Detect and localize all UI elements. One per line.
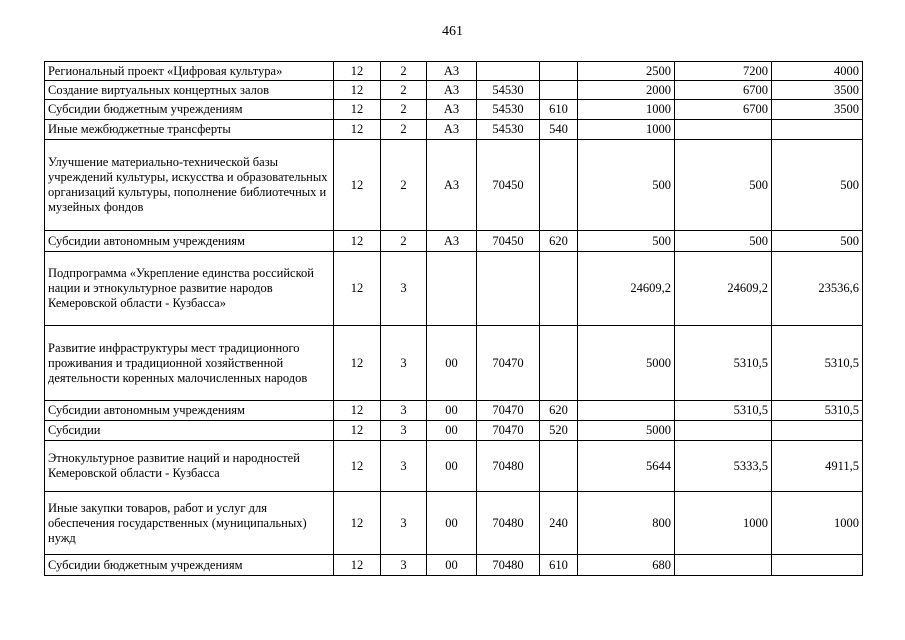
program-code: 00 — [427, 326, 477, 401]
program-code — [427, 252, 477, 326]
section-code: 12 — [334, 326, 381, 401]
amount-year-2: 500 — [675, 140, 772, 231]
expense-type-code: 620 — [540, 401, 578, 421]
amount-year-1: 5644 — [578, 441, 675, 492]
table-row — [45, 401, 863, 421]
table-row — [45, 326, 863, 401]
expense-type-code — [540, 326, 578, 401]
section-code: 12 — [334, 231, 381, 252]
section-code: 12 — [334, 120, 381, 140]
row-name: Иные закупки товаров, работ и услуг для обеспечения государственных (муниципальных) нужд — [45, 492, 334, 555]
row-name: Этнокультурное развитие наций и народностей Кемеровской области - Кузбасса — [45, 441, 334, 492]
row-name: Улучшение материально-технической базы учреждений культуры, искусства и образовательных организаций культуры, пополнение библиотечных и музейных фондов — [45, 140, 334, 231]
section-code: 12 — [334, 62, 381, 81]
amount-year-3: 4000 — [772, 62, 863, 81]
amount-year-2: 500 — [675, 231, 772, 252]
subsection-code: 2 — [381, 62, 427, 81]
direction-code: 70480 — [477, 555, 540, 576]
direction-code — [477, 252, 540, 326]
amount-year-2: 6700 — [675, 81, 772, 100]
section-code: 12 — [334, 252, 381, 326]
amount-year-1: 800 — [578, 492, 675, 555]
amount-year-2 — [675, 120, 772, 140]
table-row — [45, 120, 863, 140]
amount-year-1: 5000 — [578, 326, 675, 401]
amount-year-3: 500 — [772, 231, 863, 252]
subsection-code: 3 — [381, 421, 427, 441]
subsection-code: 3 — [381, 492, 427, 555]
direction-code: 70480 — [477, 441, 540, 492]
amount-year-3: 4911,5 — [772, 441, 863, 492]
expense-type-code — [540, 441, 578, 492]
table-row — [45, 421, 863, 441]
program-code: А3 — [427, 81, 477, 100]
amount-year-2: 24609,2 — [675, 252, 772, 326]
row-name: Региональный проект «Цифровая культура» — [45, 62, 334, 81]
amount-year-3: 3500 — [772, 100, 863, 120]
expense-type-code: 520 — [540, 421, 578, 441]
table-row — [45, 62, 863, 81]
program-code: 00 — [427, 492, 477, 555]
row-name: Создание виртуальных концертных залов — [45, 81, 334, 100]
program-code: 00 — [427, 421, 477, 441]
subsection-code: 2 — [381, 120, 427, 140]
expense-type-code: 240 — [540, 492, 578, 555]
amount-year-2: 5310,5 — [675, 401, 772, 421]
section-code: 12 — [334, 555, 381, 576]
amount-year-1: 5000 — [578, 421, 675, 441]
table-row — [45, 492, 863, 555]
amount-year-2: 6700 — [675, 100, 772, 120]
subsection-code: 3 — [381, 401, 427, 421]
subsection-code: 3 — [381, 326, 427, 401]
expense-type-code: 610 — [540, 100, 578, 120]
amount-year-1: 680 — [578, 555, 675, 576]
table-row — [45, 100, 863, 120]
amount-year-2: 5310,5 — [675, 326, 772, 401]
subsection-code: 2 — [381, 81, 427, 100]
row-name: Субсидии бюджетным учреждениям — [45, 555, 334, 576]
direction-code: 70470 — [477, 421, 540, 441]
row-name: Иные межбюджетные трансферты — [45, 120, 334, 140]
program-code: 00 — [427, 555, 477, 576]
program-code: А3 — [427, 100, 477, 120]
amount-year-1: 500 — [578, 140, 675, 231]
section-code: 12 — [334, 492, 381, 555]
table-row — [45, 231, 863, 252]
amount-year-3: 1000 — [772, 492, 863, 555]
row-name: Подпрограмма «Укрепление единства российской нации и этнокультурное развитие народов Кемеровской области - Кузбасса» — [45, 252, 334, 326]
section-code: 12 — [334, 401, 381, 421]
section-code: 12 — [334, 81, 381, 100]
section-code: 12 — [334, 441, 381, 492]
amount-year-3 — [772, 555, 863, 576]
amount-year-3: 5310,5 — [772, 326, 863, 401]
amount-year-1: 1000 — [578, 120, 675, 140]
amount-year-2: 5333,5 — [675, 441, 772, 492]
program-code: А3 — [427, 140, 477, 231]
direction-code: 70450 — [477, 140, 540, 231]
row-name: Субсидии бюджетным учреждениям — [45, 100, 334, 120]
expense-type-code: 540 — [540, 120, 578, 140]
table-row — [45, 140, 863, 231]
amount-year-3 — [772, 120, 863, 140]
subsection-code: 2 — [381, 100, 427, 120]
program-code: А3 — [427, 62, 477, 81]
direction-code: 70480 — [477, 492, 540, 555]
page-number: 461 — [442, 24, 463, 39]
amount-year-3 — [772, 421, 863, 441]
program-code: 00 — [427, 401, 477, 421]
subsection-code: 3 — [381, 555, 427, 576]
direction-code: 54530 — [477, 120, 540, 140]
amount-year-3: 3500 — [772, 81, 863, 100]
direction-code: 54530 — [477, 81, 540, 100]
amount-year-1: 1000 — [578, 100, 675, 120]
table-row — [45, 81, 863, 100]
expense-type-code — [540, 252, 578, 326]
direction-code: 70450 — [477, 231, 540, 252]
table-row — [45, 252, 863, 326]
table-row — [45, 441, 863, 492]
direction-code: 70470 — [477, 326, 540, 401]
amount-year-3: 23536,6 — [772, 252, 863, 326]
section-code: 12 — [334, 140, 381, 231]
expense-type-code: 610 — [540, 555, 578, 576]
program-code: А3 — [427, 120, 477, 140]
amount-year-2 — [675, 555, 772, 576]
amount-year-3: 5310,5 — [772, 401, 863, 421]
amount-year-2: 7200 — [675, 62, 772, 81]
program-code: 00 — [427, 441, 477, 492]
expense-type-code — [540, 140, 578, 231]
table-body — [45, 62, 863, 576]
amount-year-1: 2000 — [578, 81, 675, 100]
direction-code: 70470 — [477, 401, 540, 421]
expense-type-code — [540, 62, 578, 81]
row-name: Субсидии — [45, 421, 334, 441]
row-name: Развитие инфраструктуры мест традиционного проживания и традиционной хозяйственной деятельности коренных малочисленных народов — [45, 326, 334, 401]
table-row — [45, 555, 863, 576]
amount-year-1 — [578, 401, 675, 421]
expense-type-code — [540, 81, 578, 100]
expense-type-code: 620 — [540, 231, 578, 252]
amount-year-1: 24609,2 — [578, 252, 675, 326]
subsection-code: 3 — [381, 441, 427, 492]
amount-year-2: 1000 — [675, 492, 772, 555]
direction-code: 54530 — [477, 100, 540, 120]
row-name: Субсидии автономным учреждениям — [45, 401, 334, 421]
amount-year-1: 2500 — [578, 62, 675, 81]
direction-code — [477, 62, 540, 81]
amount-year-1: 500 — [578, 231, 675, 252]
section-code: 12 — [334, 100, 381, 120]
subsection-code: 2 — [381, 140, 427, 231]
amount-year-3: 500 — [772, 140, 863, 231]
subsection-code: 2 — [381, 231, 427, 252]
section-code: 12 — [334, 421, 381, 441]
row-name: Субсидии автономным учреждениям — [45, 231, 334, 252]
subsection-code: 3 — [381, 252, 427, 326]
program-code: А3 — [427, 231, 477, 252]
budget-table — [44, 61, 863, 576]
amount-year-2 — [675, 421, 772, 441]
